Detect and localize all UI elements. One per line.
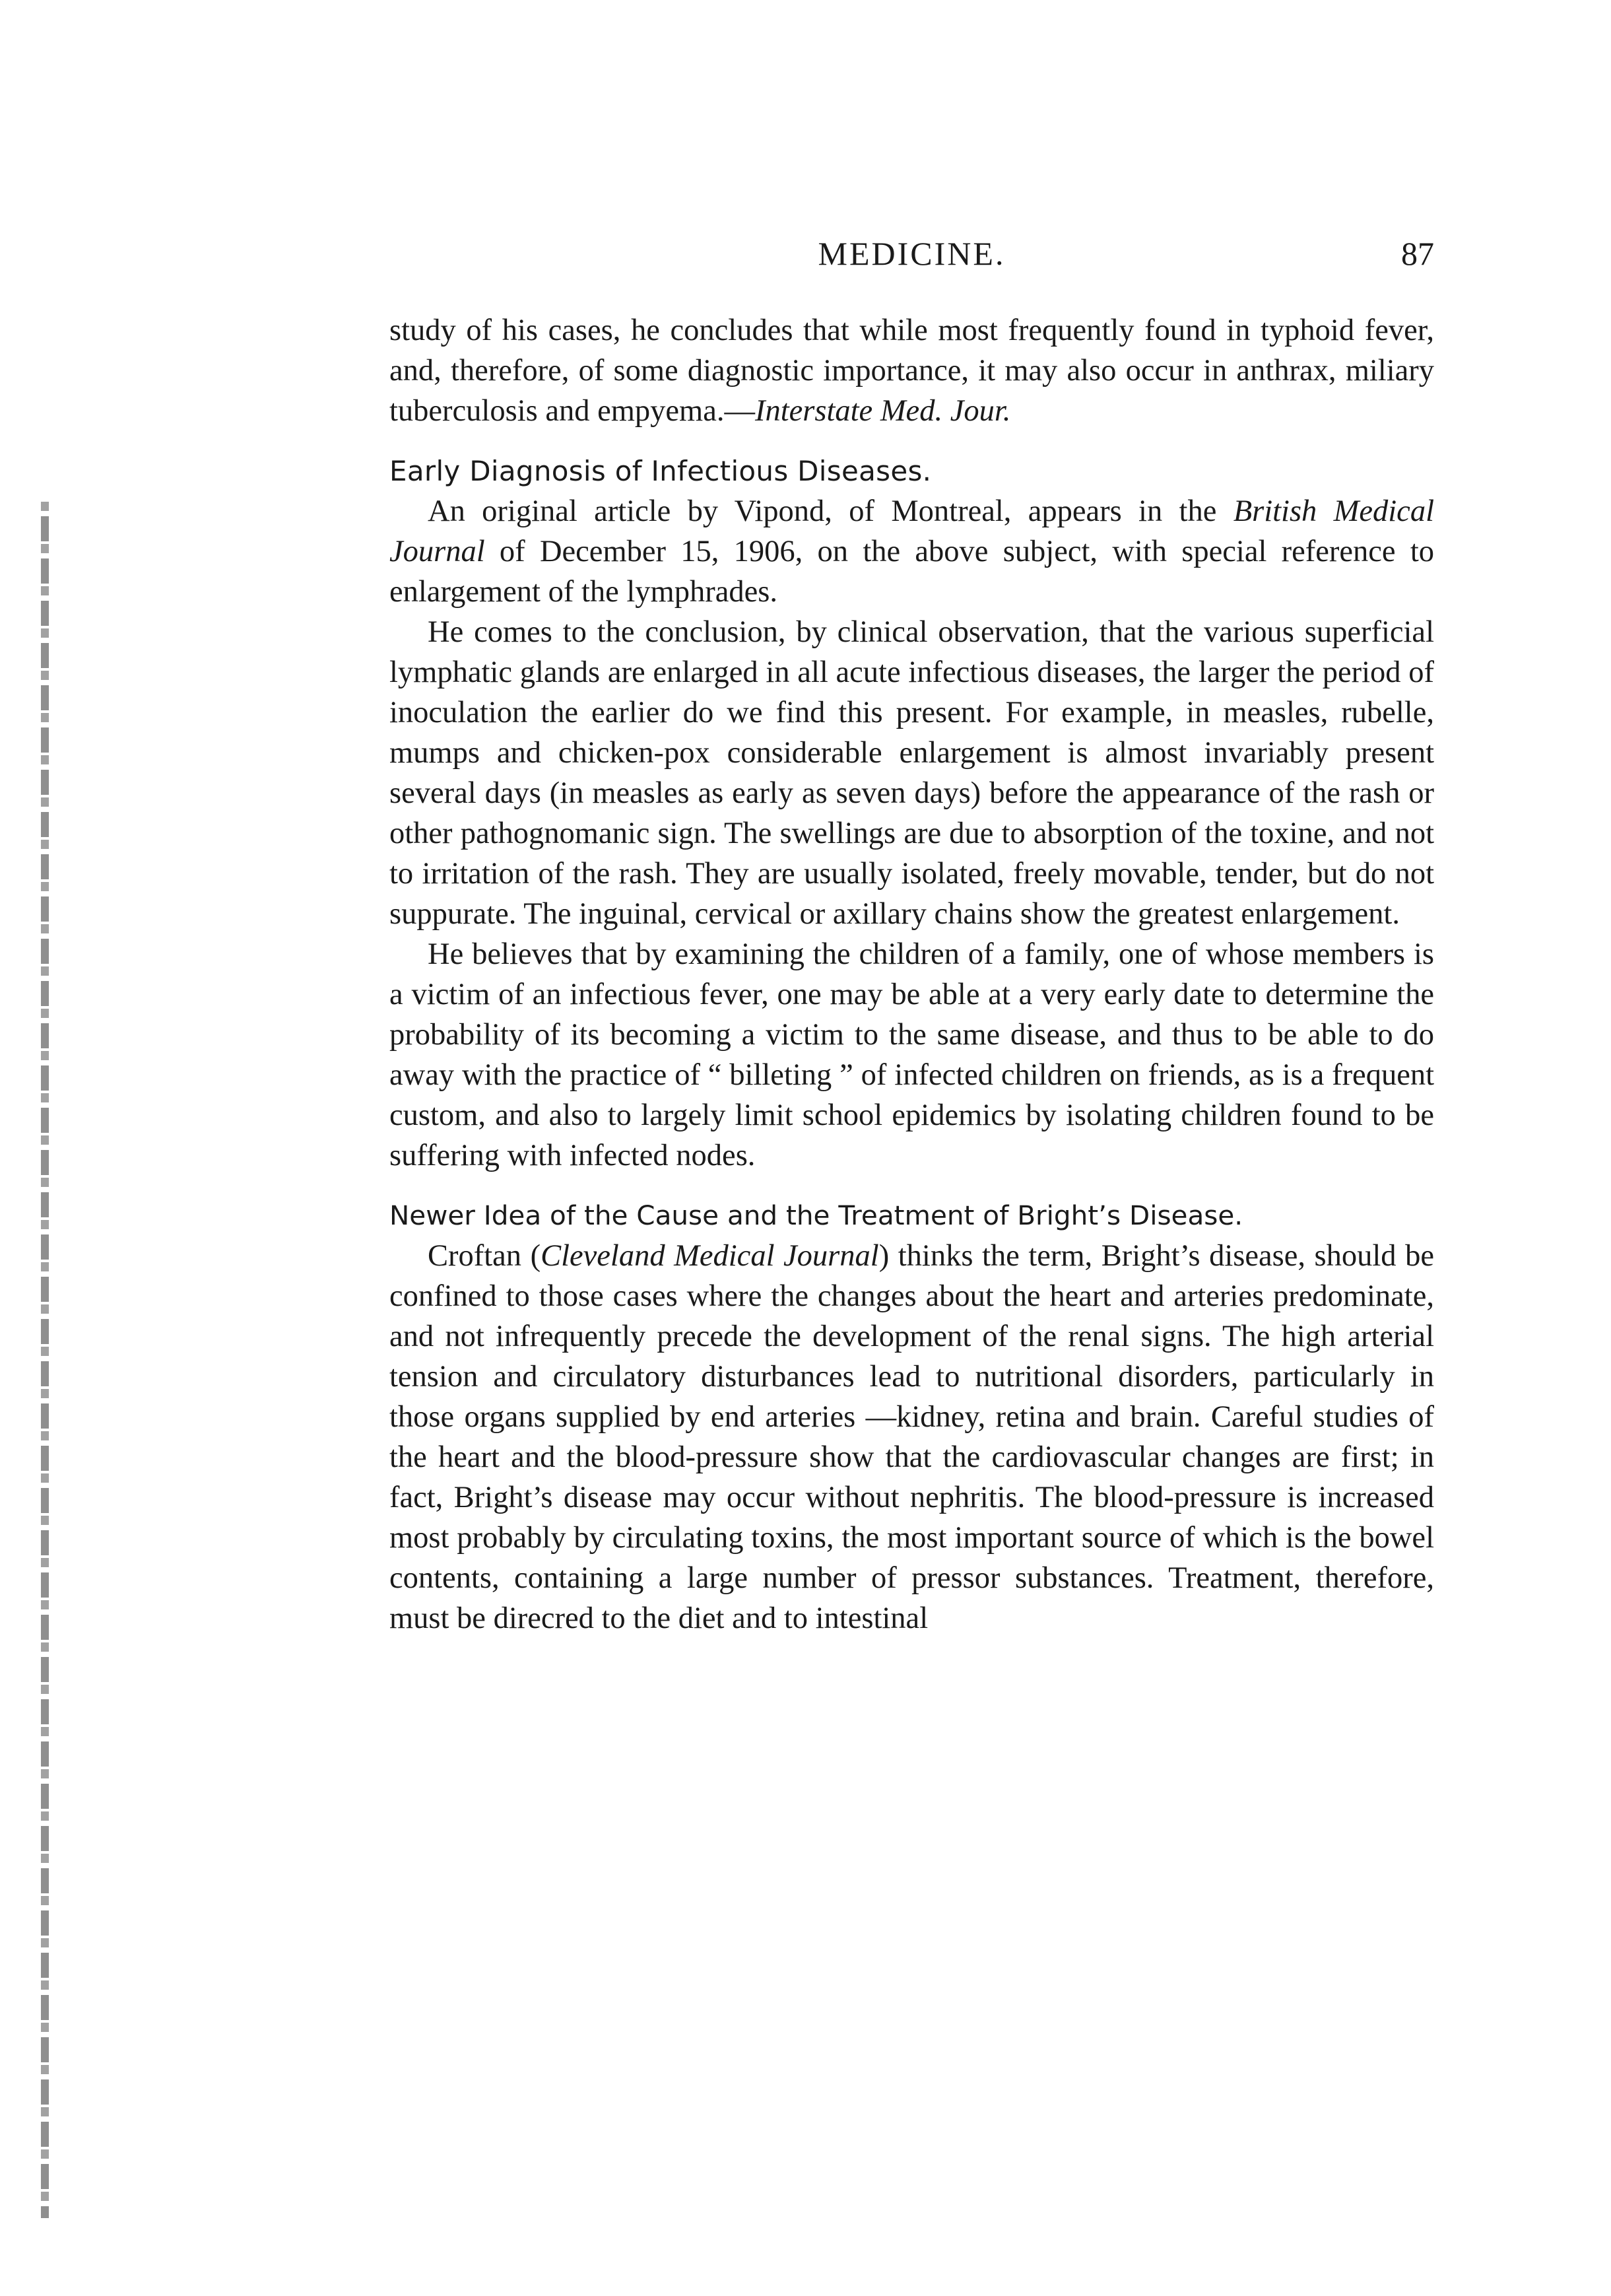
continuation-paragraph xyxy=(389,310,1434,431)
page-number: 87 xyxy=(1401,235,1434,272)
page-header xyxy=(389,234,1434,287)
section-heading-brights-disease: Newer Idea of the Cause and the Treatment of Bright’s Disease. xyxy=(389,1199,1243,1231)
continuation-text: study of his cases, he concludes that while most frequently found in typhoid fever, and, therefore, of some diagnostic importance, it may also occur in anthrax, miliary tuberculosis and empyema.— xyxy=(389,314,1434,428)
page-body xyxy=(389,310,1434,1638)
section-heading-infectious-diseases: Early Diagnosis of Infectious Diseases. xyxy=(389,455,932,487)
section1-paragraph-1: An original article by Vipond, of Montreal, appears in the British Medical Journal of December 15, 1906, on the above subject, with special reference to enlargement of the lymphrades. xyxy=(389,494,1434,609)
section1-paragraph-3: He believes that by examining the children of a family, one of whose members is a victim of an infectious fever, one may be able at a very early date to determine the probability of its becoming a victim to the same disease, and thus to be able to do away with the practice of “ billeting ” of infected children on friends, as is a frequent custom, and also to largely limit school epidemics by isolating children found to be suffering with infected nodes. xyxy=(389,937,1434,1172)
journal-title: British Medical Journal xyxy=(389,494,1434,568)
section2-paragraph-1: Croftan (Cleveland Medical Journal) thinks the term, Bright’s disease, should be confined to those cases where the changes about the heart and arteries predominate, and not infrequently precede the development of the renal signs. The high arterial tension and circulatory disturbances lead to nutritional disorders, particularly in those organs supplied by end arteries —kidney, retina and brain. Careful studies of the heart and the blood-pressure show that the cardiovascular changes are first; in fact, Bright’s disease may occur without nephritis. The blood-pressure is increased most probably by circulating toxins, the most important source of which is the bowel contents, containing a large number of pressor substances. Treatment, therefore, must be direcred to the diet and to intestinal xyxy=(389,1239,1434,1635)
section1-paragraph-2: He comes to the conclusion, by clinical observation, that the various superficial lymphatic glands are enlarged in all acute infectious diseases, the larger the period of inoculation the earlier do we find this present. For example, in measles, rubelle, mumps and chicken-pox considerable enlargement is almost invariably present several days (in measles as early as seven days) before the appearance of the rash or other pathognomanic sign. The swellings are due to absorption of the toxine, and not to irritation of the rash. They are usually isolated, freely movable, tender, but do not suppurate. The inguinal, cervical or axillary chains show the greatest enlargement. xyxy=(389,615,1434,931)
journal-title: Cleveland Medical Journal xyxy=(541,1239,879,1273)
continuation-citation: Interstate Med. Jour. xyxy=(754,394,1011,428)
running-title: MEDICINE. xyxy=(818,235,1006,272)
page-binding-edge xyxy=(41,502,49,2218)
